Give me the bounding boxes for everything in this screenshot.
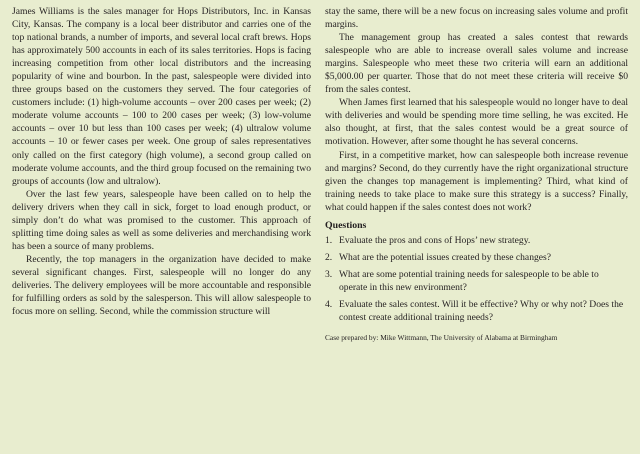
question-number: 2.	[325, 251, 333, 263]
paragraph-key-questions: First, in a competitive market, how can salespeople both increase revenue and margins? Second, do they currently have the right organizational structure given the changes top management is implementing? Third, what kind of training needs to take place to make sure this strategy is a success? Finally, what could happen if the sales contest does not work?	[325, 149, 628, 213]
questions-list	[325, 234, 628, 324]
paragraph-continuation: stay the same, there will be a new focus on increasing sales volume and profit margins.	[325, 6, 628, 31]
question-number: 3.	[325, 268, 333, 280]
paragraph-intro: James Williams is the sales manager for Hops Distributors, Inc. in Kansas City, Kansas. The company is a local beer distributor and carries one of the top national brands, a number of imports, and several local craft brews. Hops has approximately 500 accounts in each of its sales territories. Hops is facing increasing competition from other local distributors and the increasing popularity of wine and bourbon. In the past, salespeople were divided into three groups based on the customers they served. The four categories of customers include: (1) high-volume accounts – over 200 cases per week; (2) moderate volume accounts – 100 to 200 cases per week; (3) low-volume accounts – over 10 but less than 100 cases per week; (4) ultralow volume accounts – 10 or fewer cases per week. One group of sales representatives only called on the first category (high volume), a second group called on moderate volume accounts, and the third group focused on the remaining two groups of accounts (low and ultralow).	[12, 6, 311, 187]
question-text: Evaluate the pros and cons of Hops’ new strategy.	[339, 234, 531, 246]
case-credit: Case prepared by: Mike Wittmann, The University of Alabama at Birmingham	[325, 333, 558, 343]
question-text: What are some potential training needs for salespeople to be able to operate in this new environment?	[339, 268, 599, 293]
question-text: Evaluate the sales contest. Will it be effective? Why or why not? Does the contest create additional training needs?	[339, 298, 624, 323]
question-item	[325, 251, 628, 264]
left-column	[12, 5, 311, 454]
paragraph-recent-changes: Recently, the top managers in the organization have decided to make several significant changes. First, salespeople will no longer do any deliveries. The delivery employees will be more accountable and responsible for fulfilling orders as sold by the salesperson. This will allow salespeople to focus more on selling. Second, while the commission structure will	[12, 253, 311, 318]
question-item	[325, 234, 628, 247]
paragraph-james-concerns: When James first learned that his salespeople would no longer have to deal with deliveries and would be spending more time selling, he was excited. He also thought, at first, that the sales contest would be a great source of motivation. However, after some thought he has several concerns.	[325, 97, 628, 148]
question-text: What are the potential issues created by these changes?	[339, 251, 552, 263]
question-item	[325, 298, 628, 324]
question-number: 1.	[325, 234, 333, 246]
question-item	[325, 268, 628, 294]
paragraph-past-years: Over the last few years, salespeople have been called on to help the delivery drivers when they call in sick, forget to load enough product, or simply don’t do what was promised to the customer. This approach of splitting time doing sales as well as some deliveries and merchandising work has been a source of many problems.	[12, 188, 311, 252]
paragraph-sales-contest: The management group has created a sales contest that rewards salespeople who are able to increase overall sales volume and increase margins. Salespeople who meet these two criteria will earn an additional $5,000.00 per quarter. Those that do not meet these criteria will receive $0 from the sales contest.	[325, 32, 628, 96]
right-column	[325, 5, 628, 454]
question-number: 4.	[325, 298, 333, 310]
questions-heading: Questions	[325, 219, 367, 231]
